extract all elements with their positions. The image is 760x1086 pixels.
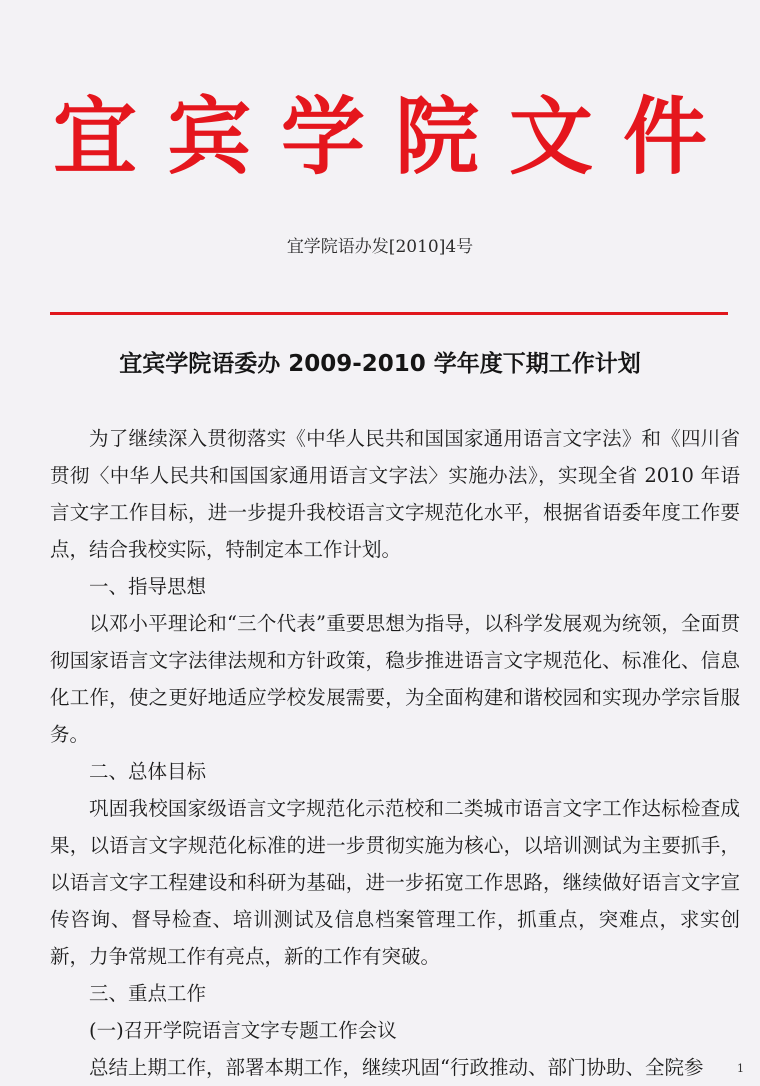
overall-goal-paragraph: 巩固我校国家级语言文字规范化示范校和二类城市语言文字工作达标检查成果，以语言文字规范化标准的进一步贯彻实施为核心，以培训测试为主要抓手，以语言文字工程建设和科研为基础，进一步拓宽工作思路，继续做好语言文字宣传咨询、督导检查、培训测试及信息档案管理工作，抓重点，突难点，求实创新，力争常规工作有亮点，新的工作有突破。 (50, 797, 740, 968)
subsection-heading-meeting: (一)召开学院语言文字专题工作会议 (89, 1019, 397, 1042)
section-heading-overall-goal: 二、总体目标 (89, 760, 207, 783)
red-separator-line (50, 312, 728, 315)
document-header-title: 宜宾学院文件 (52, 87, 737, 186)
document-body (50, 420, 740, 1086)
document-number: 宜学院语办发[2010]4号 (286, 237, 474, 257)
page-number: 1 (737, 1062, 744, 1075)
guiding-ideology-paragraph: 以邓小平理论和“三个代表”重要思想为指导，以科学发展观为统领，全面贯彻国家语言文字法律法规和方针政策，稳步推进语言文字规范化、标准化、信息化工作，使之更好地适应学校发展需要，为全面构建和谐校园和实现办学宗旨服务。 (50, 612, 740, 746)
document-title: 宜宾学院语委办 2009-2010 学年度下期工作计划 (119, 351, 641, 377)
meeting-paragraph: 总结上期工作，部署本期工作，继续巩固“行政推动、部门协助、全院参 (89, 1056, 704, 1079)
section-heading-guiding-ideology: 一、指导思想 (89, 575, 207, 598)
intro-paragraph: 为了继续深入贯彻落实《中华人民共和国国家通用语言文字法》和《四川省贯彻〈中华人民共和国国家通用语言文字法〉实施办法》，实现全省 2010 年语言文字工作目标，进一步提升我校语言文字规范化水平，根据省语委年度工作要点，结合我校实际，特制定本工作计划。 (50, 427, 740, 561)
section-heading-key-work: 三、重点工作 (89, 982, 207, 1005)
